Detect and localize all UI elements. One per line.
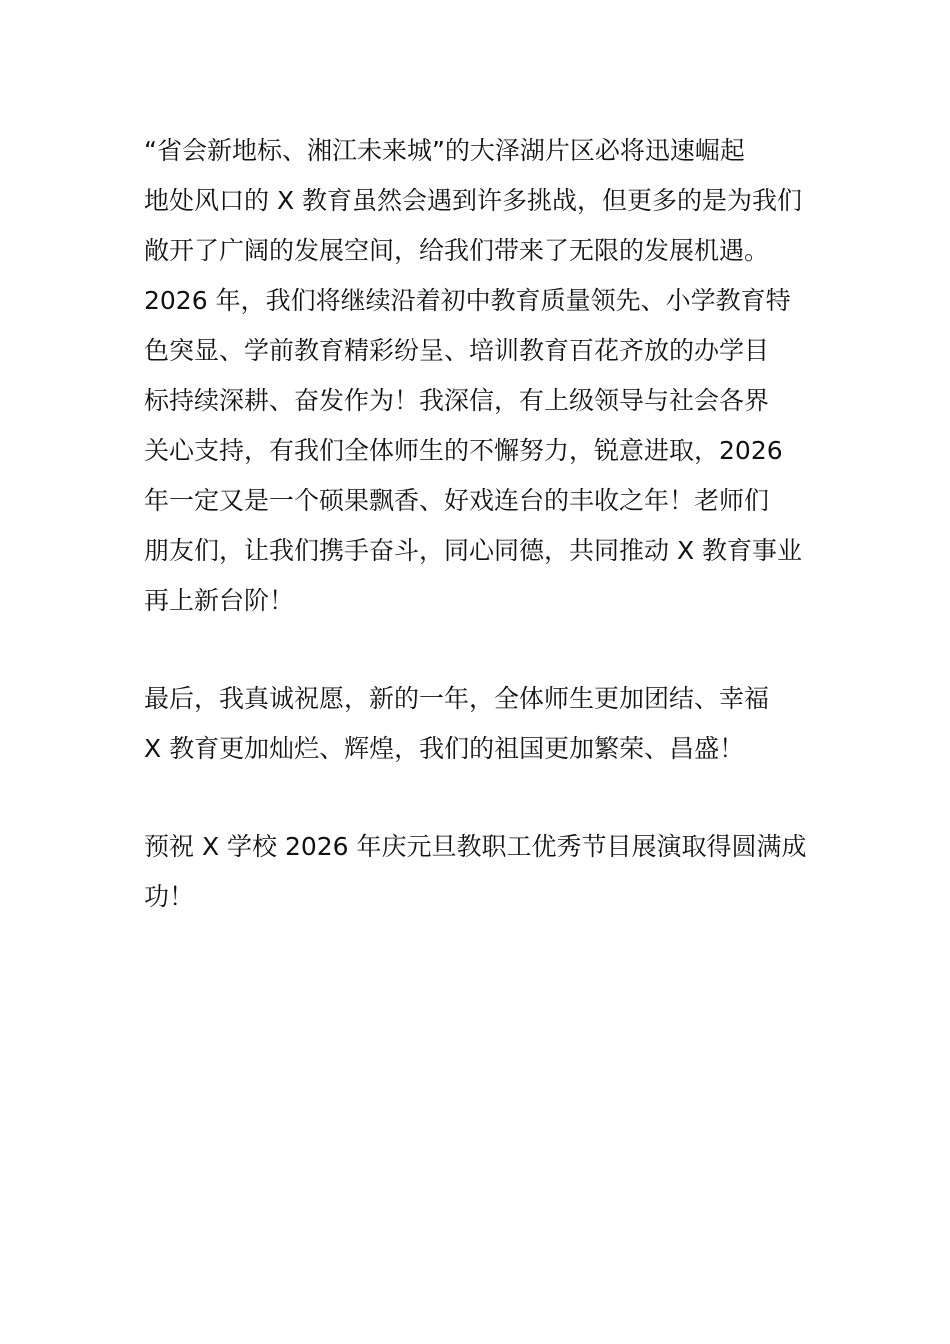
text-line: “省会新地标、湘江未来城”的大泽湖片区必将迅速崛起 — [144, 136, 745, 165]
text-line: 2026 年，我们将继续沿着初中教育质量领先、小学教育特 — [144, 286, 791, 315]
text-line: 关心支持，有我们全体师生的不懈努力，锐意进取，2026 — [144, 436, 783, 465]
paragraph-closing-outlook — [144, 126, 824, 626]
text-line: 标持续深耕、奋发作为！我深信，有上级领导与社会各界 — [144, 386, 770, 415]
text-line: 预祝 X 学校 2026 年庆元旦教职工优秀节目展演取得圆满成 — [144, 832, 807, 861]
text-line: X 教育更加灿烂、辉煌，我们的祖国更加繁荣、昌盛！ — [144, 734, 745, 763]
text-line: 最后，我真诚祝愿，新的一年，全体师生更加团结、幸福 — [144, 684, 770, 713]
text-line: 朋友们，让我们携手奋斗，同心同德，共同推动 X 教育事业 — [144, 536, 803, 565]
text-line: 年一定又是一个硕果飘香、好戏连台的丰收之年！老师们 — [144, 486, 770, 515]
text-line: 敞开了广阔的发展空间，给我们带来了无限的发展机遇。 — [144, 236, 770, 265]
text-line: 地处风口的 X 教育虽然会遇到许多挑战，但更多的是为我们 — [144, 186, 803, 215]
text-line: 再上新台阶！ — [144, 586, 295, 615]
text-line: 色突显、学前教育精彩纷呈、培训教育百花齐放的办学目 — [144, 336, 770, 365]
paragraph-congratulation — [144, 822, 824, 922]
paragraph-wishes — [144, 674, 824, 774]
text-line: 功！ — [144, 882, 195, 911]
